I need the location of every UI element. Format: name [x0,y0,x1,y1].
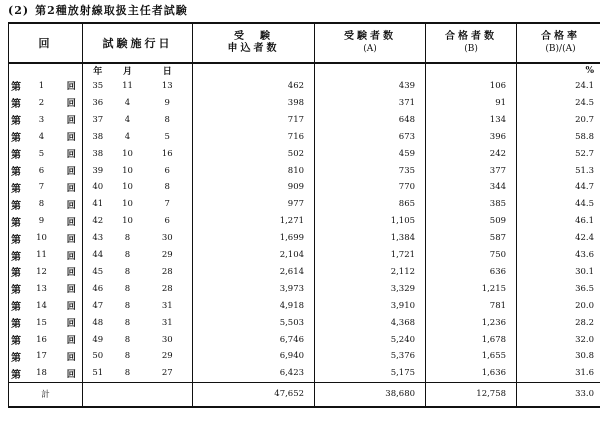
row-year: 43 [92,233,104,244]
row-number: 4 [38,131,45,142]
header-exam-date: 試験施行日 [83,23,193,63]
row-month: 10 [122,216,133,227]
row-day: 29 [143,348,193,365]
row-pass-rate: 30.1 [517,264,600,281]
row-applicants: 1,699 [193,230,315,247]
row-dai: 第 [9,230,23,247]
row-passers: 1,678 [426,331,517,348]
row-passers: 91 [426,94,517,111]
row-year: 39 [92,165,104,176]
row-pass-rate: 36.5 [517,280,600,297]
table-row [9,331,600,348]
caption-title: 第2種放射線取扱主任者試験 [35,4,188,17]
row-day: 31 [143,314,193,331]
row-applicants: 3,973 [193,280,315,297]
row-month: 10 [122,182,133,193]
row-passers: 750 [426,247,517,264]
row-pass-rate: 28.2 [517,314,600,331]
row-applicants: 717 [193,111,315,128]
row-number: 9 [38,216,45,227]
table-row [9,297,600,314]
header-applicants-top: 受 験 [234,31,274,42]
row-applicants: 716 [193,128,315,145]
row-applicants: 6,423 [193,365,315,382]
row-passers: 509 [426,213,517,230]
table-row [9,247,600,264]
header-examinees-label: 受験者数 [344,31,397,42]
row-day: 30 [143,230,193,247]
row-pass-rate: 43.6 [517,247,600,264]
row-number: 7 [38,182,45,193]
row-dai: 第 [9,78,23,95]
row-number: 3 [38,114,45,125]
header-pass-rate [517,23,600,63]
row-dai: 第 [9,213,23,230]
row-month: 8 [124,250,131,261]
row-month: 8 [124,334,131,345]
row-year: 42 [92,216,104,227]
row-month: 8 [124,351,131,362]
row-day: 8 [143,179,193,196]
row-pass-rate: 58.8 [517,128,600,145]
total-pass-rate: 33.0 [517,382,600,407]
row-applicants: 6,940 [193,348,315,365]
row-month: 10 [122,148,133,159]
row-month: 8 [124,233,131,244]
row-examinees: 673 [315,128,426,145]
row-year: 51 [92,368,104,379]
row-kai: 回 [61,128,83,145]
row-number: 16 [36,334,47,345]
table-row [9,196,600,213]
row-passers: 1,236 [426,314,517,331]
row-number: 14 [36,300,47,311]
row-year: 46 [92,283,104,294]
row-kai: 回 [61,94,83,111]
unit-row [9,63,600,78]
row-kai: 回 [61,196,83,213]
row-number: 6 [38,165,45,176]
row-applicants: 398 [193,94,315,111]
row-passers: 106 [426,78,517,95]
row-pass-rate: 44.7 [517,179,600,196]
total-passers: 12,758 [426,382,517,407]
table-row [9,213,600,230]
row-dai: 第 [9,247,23,264]
row-applicants: 2,104 [193,247,315,264]
row-day: 28 [143,280,193,297]
row-dai: 第 [9,162,23,179]
row-passers: 1,636 [426,365,517,382]
row-year: 40 [92,182,104,193]
table-row [9,280,600,297]
row-month: 8 [124,283,131,294]
row-kai: 回 [61,314,83,331]
table-row [9,264,600,281]
row-kai: 回 [61,348,83,365]
row-passers: 636 [426,264,517,281]
row-month: 4 [124,131,131,142]
row-dai: 第 [9,365,23,382]
row-month: 8 [124,368,131,379]
row-dai: 第 [9,94,23,111]
row-passers: 377 [426,162,517,179]
row-number: 12 [36,266,47,277]
row-number: 5 [38,148,45,159]
row-applicants: 909 [193,179,315,196]
row-number: 13 [36,283,47,294]
row-dai: 第 [9,264,23,281]
row-applicants: 6,746 [193,331,315,348]
row-number: 8 [38,199,45,210]
row-day: 30 [143,331,193,348]
row-passers: 134 [426,111,517,128]
row-applicants: 810 [193,162,315,179]
row-pass-rate: 20.0 [517,297,600,314]
row-kai: 回 [61,78,83,95]
row-day: 6 [143,162,193,179]
total-date-blank [83,382,193,407]
total-applicants: 47,652 [193,382,315,407]
total-label: 計 [9,382,83,407]
row-pass-rate: 42.4 [517,230,600,247]
row-passers: 396 [426,128,517,145]
table-row [9,179,600,196]
row-year: 48 [92,317,104,328]
header-examinees-sub: (A) [363,44,377,54]
row-passers: 344 [426,179,517,196]
row-year: 41 [92,199,104,210]
row-year: 38 [92,148,104,159]
row-applicants: 462 [193,78,315,95]
row-applicants: 5,503 [193,314,315,331]
row-examinees: 1,105 [315,213,426,230]
row-day: 8 [143,111,193,128]
row-day: 13 [143,78,193,95]
header-passers [426,23,517,63]
row-year: 50 [92,351,104,362]
row-year: 37 [92,114,104,125]
row-pass-rate: 24.1 [517,78,600,95]
row-examinees: 439 [315,78,426,95]
row-dai: 第 [9,111,23,128]
row-pass-rate: 30.8 [517,348,600,365]
row-pass-rate: 51.3 [517,162,600,179]
row-kai: 回 [61,264,83,281]
table-row [9,162,600,179]
row-examinees: 371 [315,94,426,111]
row-day: 6 [143,213,193,230]
row-dai: 第 [9,179,23,196]
row-day: 7 [143,196,193,213]
table-row [9,348,600,365]
row-passers: 587 [426,230,517,247]
unit-percent: % [517,63,600,78]
row-passers: 242 [426,145,517,162]
row-dai: 第 [9,297,23,314]
row-number: 10 [36,233,47,244]
table-row [9,145,600,162]
row-number: 18 [36,368,47,379]
row-number: 1 [38,80,45,91]
exam-results-table [8,22,600,408]
header-rate-sub: (B)/(A) [545,44,576,54]
row-examinees: 648 [315,111,426,128]
unit-day: 日 [143,63,193,78]
row-kai: 回 [61,162,83,179]
row-kai: 回 [61,145,83,162]
row-year: 44 [92,250,104,261]
row-examinees: 770 [315,179,426,196]
row-pass-rate: 44.5 [517,196,600,213]
header-rate-label: 合格率 [541,31,581,42]
header-applicants [193,23,315,63]
row-pass-rate: 20.7 [517,111,600,128]
row-month: 8 [124,317,131,328]
header-row [9,23,600,63]
row-dai: 第 [9,280,23,297]
row-dai: 第 [9,196,23,213]
row-year: 35 [92,80,104,91]
table-row [9,78,600,95]
row-applicants: 1,271 [193,213,315,230]
total-examinees: 38,680 [315,382,426,407]
row-kai: 回 [61,247,83,264]
row-month: 10 [122,199,133,210]
row-kai: 回 [61,230,83,247]
row-passers: 781 [426,297,517,314]
row-day: 28 [143,264,193,281]
row-passers: 1,215 [426,280,517,297]
row-examinees: 3,910 [315,297,426,314]
row-month: 4 [124,114,131,125]
row-examinees: 1,721 [315,247,426,264]
header-passers-label: 合格者数 [445,31,498,42]
row-applicants: 4,918 [193,297,315,314]
row-month: 10 [122,165,133,176]
row-dai: 第 [9,128,23,145]
row-number: 11 [36,250,47,261]
row-passers: 385 [426,196,517,213]
row-kai: 回 [61,280,83,297]
table-body [9,63,600,407]
row-examinees: 459 [315,145,426,162]
row-year: 47 [92,300,104,311]
row-dai: 第 [9,348,23,365]
row-number: 15 [36,317,47,328]
table-row [9,94,600,111]
table-row [9,314,600,331]
header-applicants-bottom: 申込者数 [227,43,280,54]
row-pass-rate: 32.0 [517,331,600,348]
row-day: 29 [143,247,193,264]
header-examinees [315,23,426,63]
table-row [9,365,600,382]
row-examinees: 1,384 [315,230,426,247]
row-number: 17 [36,351,47,362]
row-pass-rate: 46.1 [517,213,600,230]
row-day: 16 [143,145,193,162]
table-row [9,128,600,145]
row-examinees: 2,112 [315,264,426,281]
row-year: 45 [92,266,104,277]
row-day: 9 [143,94,193,111]
row-kai: 回 [61,297,83,314]
row-examinees: 3,329 [315,280,426,297]
row-year: 49 [92,334,104,345]
row-examinees: 4,368 [315,314,426,331]
row-month: 8 [124,300,131,311]
row-passers: 1,655 [426,348,517,365]
row-day: 27 [143,365,193,382]
row-applicants: 2,614 [193,264,315,281]
row-month: 11 [122,80,133,91]
row-examinees: 5,175 [315,365,426,382]
row-month: 4 [124,97,131,108]
row-examinees: 735 [315,162,426,179]
row-dai: 第 [9,145,23,162]
header-kai: 回 [9,23,83,63]
row-day: 5 [143,128,193,145]
table-row [9,111,600,128]
row-examinees: 865 [315,196,426,213]
row-month: 8 [124,266,131,277]
row-year: 36 [92,97,104,108]
row-examinees: 5,376 [315,348,426,365]
row-kai: 回 [61,213,83,230]
row-dai: 第 [9,314,23,331]
row-kai: 回 [61,111,83,128]
header-passers-sub: (B) [464,44,478,54]
total-row [9,382,600,407]
row-kai: 回 [61,365,83,382]
row-pass-rate: 24.5 [517,94,600,111]
row-applicants: 502 [193,145,315,162]
row-dai: 第 [9,331,23,348]
row-day: 31 [143,297,193,314]
row-examinees: 5,240 [315,331,426,348]
row-year: 38 [92,131,104,142]
unit-month: 月 [122,67,132,78]
row-pass-rate: 52.7 [517,145,600,162]
table-caption [8,2,188,18]
row-kai: 回 [61,179,83,196]
row-applicants: 977 [193,196,315,213]
row-kai: 回 [61,331,83,348]
unit-year: 年 [93,67,103,78]
table-row [9,230,600,247]
row-number: 2 [38,97,45,108]
caption-number: (2) [8,4,30,17]
row-pass-rate: 31.6 [517,365,600,382]
